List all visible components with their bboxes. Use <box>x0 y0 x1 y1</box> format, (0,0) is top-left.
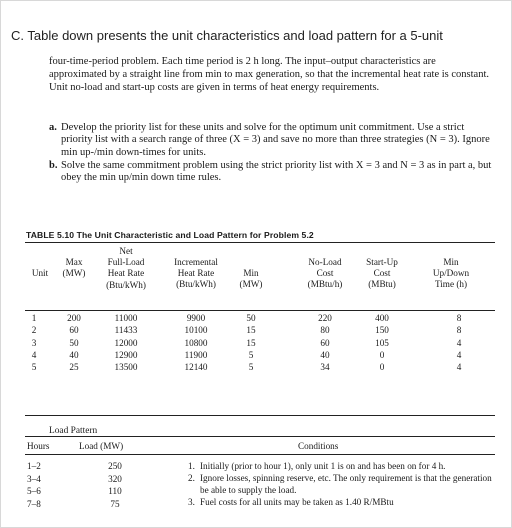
column-unit <box>25 312 43 373</box>
header-unit: Unit <box>31 268 49 279</box>
header-load: Load (MW) <box>79 441 124 451</box>
table-cell: 9900 <box>186 313 206 323</box>
header-full-load: Net Full-Load Heat Rate (Btu/kWh) <box>106 246 146 290</box>
problem-item-b <box>49 160 497 185</box>
list-item: 5–6 <box>27 486 41 497</box>
list-item: 3–4 <box>27 473 41 484</box>
condition-item: 3. Fuel costs for all units may be taken as 1.40 R/MBtu <box>188 497 394 508</box>
table-cell: 15 <box>246 325 256 336</box>
header-start-up: Start-Up Cost (MBtu) <box>366 257 398 290</box>
table-cell: 4 <box>456 337 462 348</box>
table-cell: 220 <box>318 313 332 323</box>
table-caption: TABLE 5.10 The Unit Characteristic and Load Pattern for Problem 5.2 <box>26 230 314 240</box>
table-cell: 12140 <box>184 362 208 373</box>
column-hours <box>27 460 41 510</box>
table-cell: 105 <box>375 337 389 348</box>
table-cell: 60 <box>320 337 330 348</box>
header-no-load: No-Load Cost (MBtu/h) <box>307 257 343 290</box>
table-cell: 10100 <box>184 325 208 336</box>
table-cell: 2 <box>31 325 37 336</box>
table-cell: 3 <box>31 337 37 348</box>
list-item: 75 <box>110 498 120 509</box>
table-cell: 12000 <box>114 337 138 348</box>
problem-items <box>49 122 497 185</box>
table-cell: 400 <box>375 313 389 323</box>
table-cell: 60 <box>69 325 79 336</box>
item-label: b. <box>49 159 58 171</box>
column-load <box>103 460 127 510</box>
column-start-up <box>355 312 409 373</box>
table-cell: 0 <box>379 349 385 360</box>
table-cell: 8 <box>456 325 462 336</box>
table-cell: 4 <box>456 362 462 373</box>
table-cell: 150 <box>375 325 389 336</box>
table-cell: 34 <box>320 362 330 373</box>
table-cell: 5 <box>248 349 254 360</box>
load-pattern-rule <box>25 436 495 437</box>
table-cell: 40 <box>69 349 79 360</box>
list-item: 7–8 <box>27 498 41 509</box>
header-conditions: Conditions <box>298 441 339 451</box>
table-cell: 12900 <box>114 349 138 360</box>
header-min-up-down: Min Up/Down Time (h) <box>432 257 470 290</box>
problem-item-a <box>49 122 497 159</box>
column-incremental <box>161 312 231 373</box>
condition-item: 1. Initially (prior to hour 1), only unit 1 is on and has been on for 4 h. <box>188 461 446 471</box>
table-cell: 11433 <box>114 325 138 336</box>
column-min <box>233 312 269 373</box>
problem-heading: C. Table down presents the unit characteristics and load pattern for a 5-unit <box>11 28 443 43</box>
header-min: Min (MW) <box>239 268 263 290</box>
table-bottom-rule <box>25 415 495 416</box>
table-cell: 50 <box>69 337 79 348</box>
table-cell: 5 <box>248 362 254 373</box>
item-text: Solve the same commitment problem using the strict priority list with X = 3 and N = 3 as in part a, but obey the min up/min down time rules. <box>61 159 492 184</box>
problem-intro: four-time-period problem. Each time period is 2 h long. The input–output characteristics are approximated by a straight line from min to max generation, so that the incremental heat rate is constant. Unit no-load and start-up costs are given in terms of heat energy requirements. <box>49 56 489 93</box>
table-cell: 15 <box>246 337 256 348</box>
table-cell: 4 <box>31 349 37 360</box>
table-cell: 80 <box>320 325 330 336</box>
table-cell: 13500 <box>114 362 138 373</box>
conditions-list <box>188 460 498 508</box>
table-cell: 10800 <box>184 337 208 348</box>
list-item: 250 <box>108 461 122 471</box>
list-item: 1–2 <box>27 461 41 471</box>
table-cell: 11000 <box>114 313 138 323</box>
column-no-load <box>295 312 355 373</box>
column-max <box>55 312 93 373</box>
table-cell: 25 <box>69 362 79 373</box>
item-text: Develop the priority list for these units and solve for the optimum unit commitment. Use a strict priority list with a search range of three (X = 3) and save no more than three strategies (N = 3). Ignore min up-/min down-times for units. <box>61 122 490 158</box>
table-cell: 200 <box>67 313 81 323</box>
table-cell: 4 <box>456 349 462 360</box>
condition-item: 2. Ignore losses, spinning reserve, etc. The only requirement is that the generation be able to supply the load. <box>188 473 492 496</box>
table-cell: 11900 <box>184 349 208 360</box>
list-item: 110 <box>108 486 122 497</box>
table-cell: 5 <box>31 362 37 373</box>
header-incremental: Incremental Heat Rate (Btu/kWh) <box>174 257 218 290</box>
table-cell: 0 <box>379 362 385 373</box>
table-header-rule <box>25 310 495 311</box>
column-full-load <box>95 312 157 373</box>
item-label: a. <box>49 122 57 133</box>
list-item: 320 <box>108 473 122 484</box>
table-cell: 40 <box>320 349 330 360</box>
table-cell: 8 <box>456 313 462 323</box>
load-pattern-header-rule <box>25 454 495 455</box>
header-hours: Hours <box>27 441 50 451</box>
column-min-up-down <box>447 312 471 373</box>
load-pattern-title: Load Pattern <box>49 426 98 436</box>
table-cell: 1 <box>31 313 37 323</box>
header-max: Max (MW) <box>62 257 86 279</box>
table-cell: 50 <box>246 313 256 323</box>
table-top-rule <box>25 242 495 243</box>
